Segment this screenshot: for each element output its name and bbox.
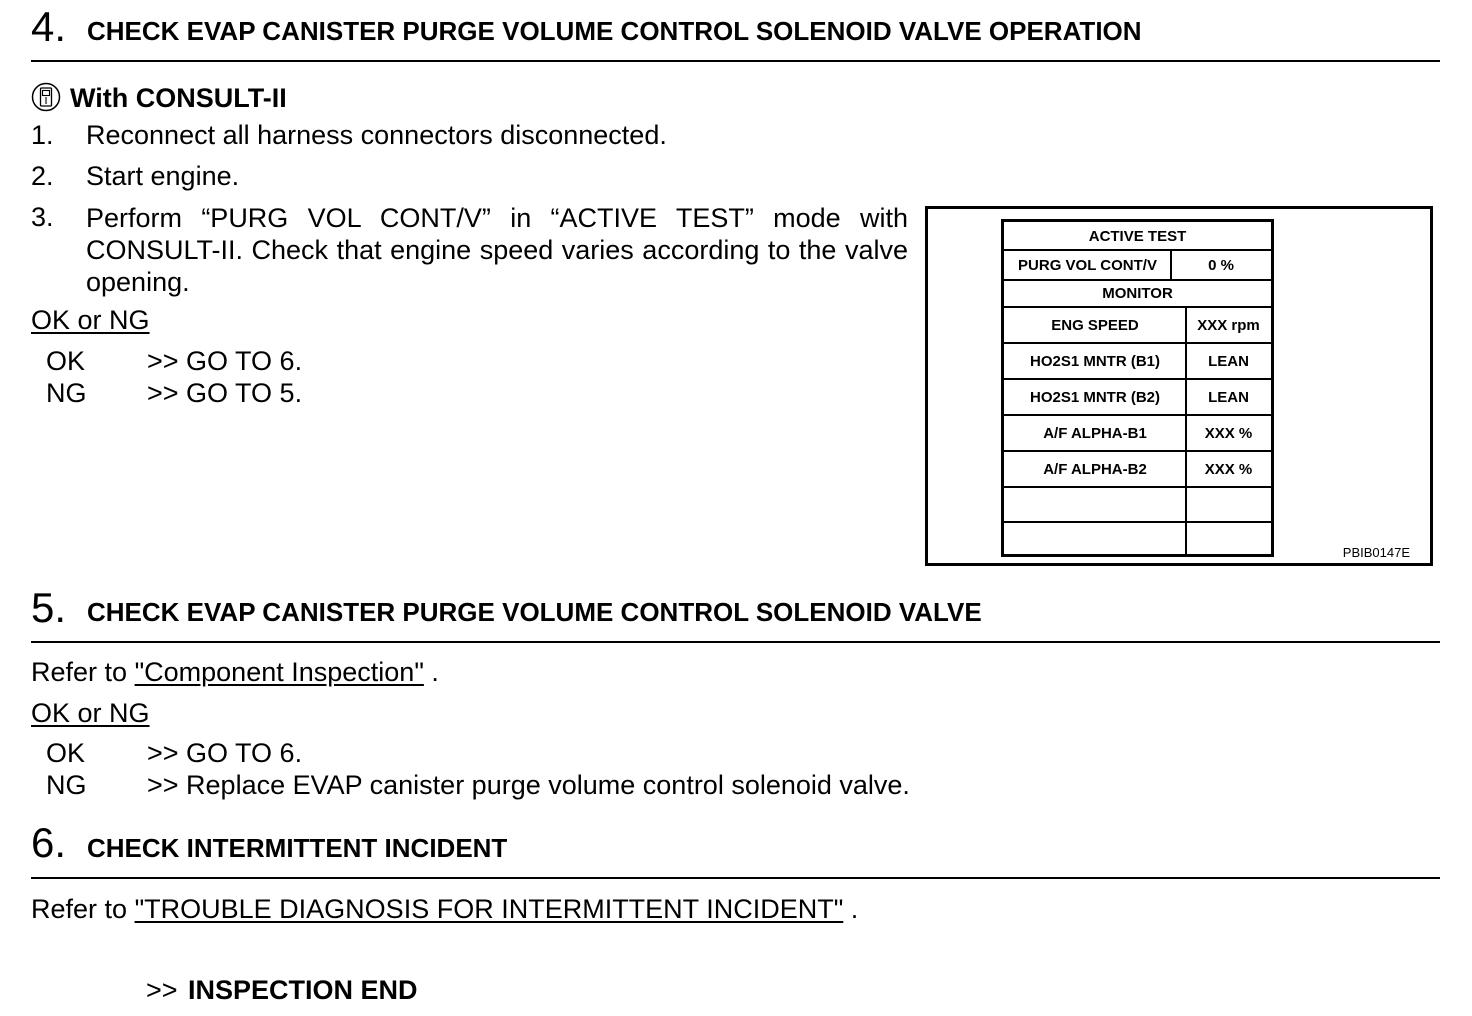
result-key: OK [46,738,86,768]
step6-number: 6. [31,819,67,866]
result-key: NG [46,770,87,800]
step4-title: CHECK EVAP CANISTER PURGE VOLUME CONTROL SOLENOID VALVE OPERATION [87,16,1142,46]
item-text: Reconnect all harness connectors disconnected. [86,120,667,150]
step4-number: 4. [31,3,67,50]
figure-code: PBIB0147E [1342,545,1410,560]
active-test-screen [1001,219,1274,557]
monitor-item-value: XXX % [1204,460,1253,478]
refer-text [31,659,439,686]
step5-number: 5. [31,584,67,631]
refer-prefix: Refer to [31,894,128,924]
result-action: >> GO TO 6. [147,346,303,376]
refer-suffix: . [850,894,859,924]
result-action: >> GO TO 5. [147,378,303,408]
result-key: OK [46,346,86,376]
consult-tester-icon [31,82,61,112]
refer-text [31,896,858,923]
with-consult-label: With CONSULT-II [70,83,287,113]
result-key: NG [46,378,87,408]
item-text: Start engine. [86,161,240,191]
item-number: 3. [31,202,54,232]
monitor-item-value: XXX % [1204,424,1253,442]
active-test-header: ACTIVE TEST [1088,227,1187,245]
item-number: 2. [31,161,54,191]
step6-divider [31,877,1440,879]
monitor-item-label: HO2S1 MNTR (B2) [1029,388,1160,406]
item-number: 1. [31,120,54,150]
end-arrow: >> [146,975,178,1005]
test-item-value: 0 % [1208,256,1234,274]
monitor-item-value: LEAN [1208,388,1249,406]
step5-title: CHECK EVAP CANISTER PURGE VOLUME CONTROL SOLENOID VALVE [87,597,982,627]
screen-row-divider [1004,521,1271,523]
refer-prefix: Refer to [31,657,128,687]
refer-suffix: . [431,657,439,687]
item-text: Perform “PURG VOL CONT/V” in “ACTIVE TEST” mode with CONSULT-II. Check that engine speed varies according to the valve opening. [86,203,908,297]
monitor-item-label: HO2S1 MNTR (B1) [1029,352,1160,370]
ok-ng-heading: OK or NG [31,305,150,335]
monitor-item-value: LEAN [1208,352,1249,370]
inspection-end-label: INSPECTION END [188,975,418,1005]
monitor-item-value: XXX rpm [1197,316,1260,334]
step4-divider [31,60,1440,62]
test-item-label: PURG VOL CONT/V [1018,256,1157,274]
step5-divider [31,641,1440,643]
result-action: >> Replace EVAP canister purge volume control solenoid valve. [147,770,910,800]
step6-title: CHECK INTERMITTENT INCIDENT [87,833,508,863]
intermittent-incident-link[interactable]: "TROUBLE DIAGNOSIS FOR INTERMITTENT INCIDENT" [134,894,844,924]
result-action: >> GO TO 6. [147,738,303,768]
component-inspection-link[interactable]: "Component Inspection" [134,657,424,687]
monitor-header: MONITOR [1102,285,1173,302]
monitor-item-label: A/F ALPHA-B1 [1043,424,1147,442]
monitor-item-label: A/F ALPHA-B2 [1043,460,1147,478]
ok-ng-heading: OK or NG [31,698,150,728]
monitor-item-label: ENG SPEED [1051,316,1139,334]
